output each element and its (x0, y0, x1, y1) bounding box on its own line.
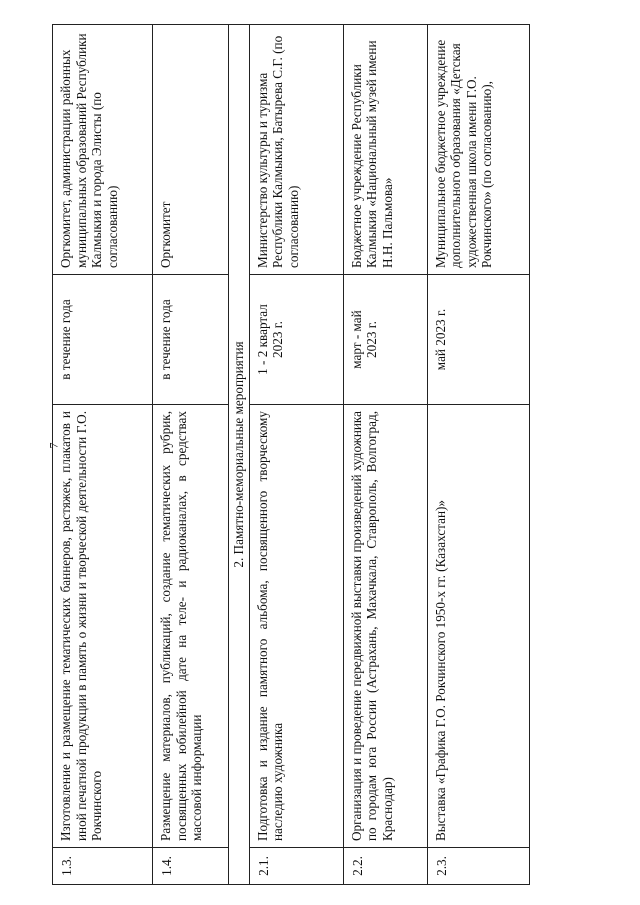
executor-cell: Оргкомитет, администрации районных муниципальных образований Республики Калмыкия и города Элисты (по согласованию) (53, 25, 153, 275)
executor-cell: Оргкомитет (153, 25, 229, 275)
period-line: май 2023 г. (432, 308, 448, 371)
section-header-row (229, 25, 250, 885)
period-line: март - май (348, 310, 364, 369)
activity-cell: Выставка «Графика Г.О. Рокчинского 1950-х гг. (Казахстан)» (427, 405, 529, 848)
table-row (153, 25, 229, 885)
period-line: в течение года (58, 299, 73, 380)
plan-table-sheet (52, 25, 578, 885)
period-line: 1 - 2 квартал (254, 304, 270, 375)
period-cell (343, 275, 427, 405)
row-number: 2.1. (249, 848, 343, 885)
period-line: 2023 г. (364, 321, 380, 358)
activity-cell: Размещение материалов, публикаций, создание тематических рубрик, посвященных юбилейной дате на теле- и радиоканалах, в средствах массовой информации (153, 405, 229, 848)
period-line: в течение года (158, 299, 173, 380)
activity-cell: Организация и проведение передвижной выставки произведений художника по городам юга России (Астрахань, Махачкала, Ставрополь, Волгоград, Краснодар) (343, 405, 427, 848)
period-cell (249, 275, 343, 405)
section-title: 2. Памятно-мемориальные мероприятия (229, 25, 250, 885)
plan-table (52, 24, 530, 885)
period-cell (153, 275, 229, 405)
plan-table-body (53, 25, 530, 885)
row-number: 2.3. (427, 848, 529, 885)
table-row (343, 25, 427, 885)
period-cell (427, 275, 529, 405)
table-row (53, 25, 153, 885)
period-cell (53, 275, 153, 405)
activity-cell: Подготовка и издание памятного альбома, посвященного творческому наследию художника (249, 405, 343, 848)
executor-cell: Министерство культуры и туризма Республики Калмыкия, Батырева С.Г. (по согласованию) (249, 25, 343, 275)
executor-cell: Бюджетное учреждение Республики Калмыкия «Национальный музей имени Н.Н. Пальмова» (343, 25, 427, 275)
executor-cell: Муниципальное бюджетное учреждение дополнительного образования «Детская художественная школа имени Г.О. Рокчинского» (по согласованию), (427, 25, 529, 275)
table-row (249, 25, 343, 885)
row-number: 1.3. (53, 848, 153, 885)
page-number: 7 (46, 442, 61, 449)
row-number: 1.4. (153, 848, 229, 885)
period-line: 2023 г. (270, 321, 286, 358)
table-row (427, 25, 529, 885)
row-number: 2.2. (343, 848, 427, 885)
activity-cell: Изготовление и размещение тематических баннеров, растяжек, плакатов и иной печатной продукции в память о жизни и творческой деятельности Г.О. Рокчинского (53, 405, 153, 848)
